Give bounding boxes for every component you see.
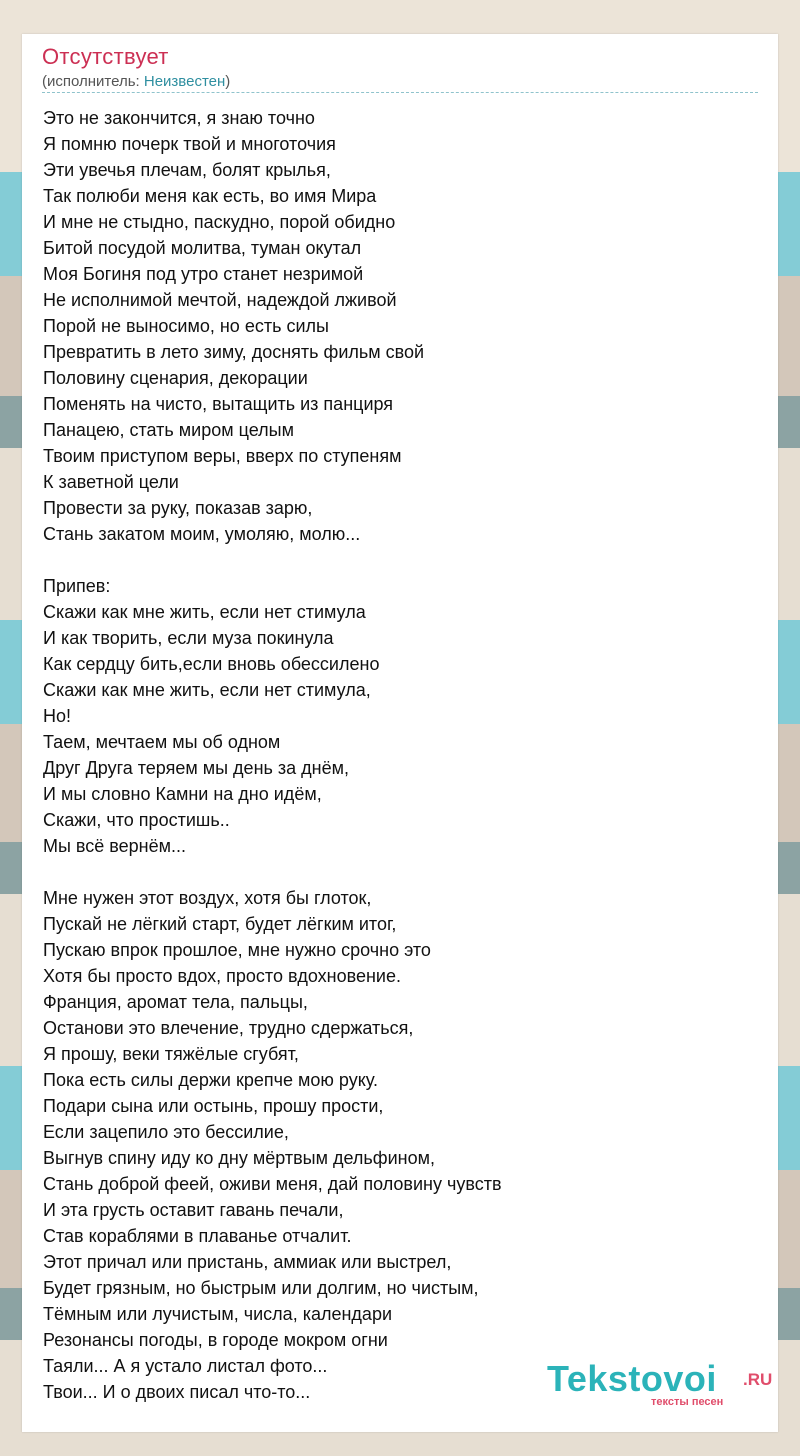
lyric-line: Будет грязным, но быстрым или долгим, но чистым, [43,1278,479,1298]
lyric-line: Стань закатом моим, умоляю, молю... [43,524,361,544]
lyric-line: Этот причал или пристань, аммиак или выстрел, [43,1252,452,1272]
lyric-line: И как творить, если муза покинула [43,628,334,648]
lyric-line: Не исполнимой мечтой, надеждой лживой [43,290,397,310]
song-title: Отсутствует [42,44,169,69]
lyric-line: Таем, мечтаем мы об одном [43,732,281,752]
lyric-line: Став кораблями в плаванье отчалит. [43,1226,352,1246]
lyric-line: Это не закончится, я знаю точно [43,108,315,128]
lyric-line: И мы словно Камни на дно идём, [43,784,322,804]
lyric-line [43,859,763,885]
lyric-line: Как сердцу бить,если вновь обессилено [43,654,380,674]
title-divider [42,92,758,93]
lyric-line: Хотя бы просто вдох, просто вдохновение. [43,966,401,986]
lyric-line: Так полюби меня как есть, во имя Мира [43,186,377,206]
lyric-line: И эта грусть оставит гавань печали, [43,1200,344,1220]
lyric-line: Резонансы погоды, в городе мокром огни [43,1330,388,1350]
lyric-line: Мне нужен этот воздух, хотя бы глоток, [43,888,372,908]
lyric-line: К заветной цели [43,472,179,492]
lyric-line: Друг Друга теряем мы день за днём, [43,758,349,778]
lyric-line: Я прошу, веки тяжёлые сгубят, [43,1044,299,1064]
lyrics-card [22,34,778,1432]
lyric-line: Франция, аромат тела, пальцы, [43,992,308,1012]
lyric-line: Твоим приступом веры, вверх по ступеням [43,446,402,466]
lyric-line: И мне не стыдно, паскудно, порой обидно [43,212,396,232]
lyric-line: Скажи, что простишь.. [43,810,230,830]
artist-link[interactable]: Неизвестен [143,73,226,90]
site-logo[interactable] [547,1356,777,1416]
logo-tagline: тексты песен [651,1396,724,1408]
lyric-line: Моя Богиня под утро станет незримой [43,264,364,284]
lyric-line: Мы всё вернём... [43,836,187,856]
logo-name: Tekstovoi [547,1358,717,1399]
lyric-line: Поменять на чисто, вытащить из панциря [43,394,394,414]
lyric-line: Провести за руку, показав зарю, [43,498,313,518]
lyric-line: Панацею, стать миром целым [43,420,294,440]
lyric-line: Но! [43,706,72,726]
lyric-line: Тёмным или лучистым, числа, календари [43,1304,393,1324]
lyric-line: Подари сына или остынь, прошу прости, [43,1096,384,1116]
lyric-line: Порой не выносимо, но есть силы [43,316,329,336]
logo-tld: .RU [743,1370,773,1389]
lyric-line: Останови это влечение, трудно сдержаться, [43,1018,414,1038]
song-meta [42,73,230,90]
lyric-line: Битой посудой молитва, туман окутал [43,238,362,258]
lyric-line: Припев: [43,576,111,596]
lyric-line: Пускаю впрок прошлое, мне нужно срочно это [43,940,431,960]
lyric-line: Если зацепило это бессилие, [43,1122,289,1142]
lyric-line: Я помню почерк твой и многоточия [43,134,336,154]
lyric-line: Стань доброй феей, оживи меня, дай половину чувств [43,1174,502,1194]
lyrics-text [43,105,763,1405]
lyric-line: Скажи как мне жить, если нет стимула, [43,680,371,700]
lyric-line [43,547,763,573]
lyric-line: Выгнув спину иду ко дну мёртвым дельфином, [43,1148,435,1168]
lyric-line: Скажи как мне жить, если нет стимула [43,602,366,622]
lyric-line: Твои... И о двоих писал что-то... [43,1382,311,1402]
lyric-line: Пока есть силы держи крепче мою руку. [43,1070,378,1090]
lyric-line: Половину сценария, декорации [43,368,308,388]
artist-suffix: ) [225,73,231,90]
lyric-line: Таяли... А я устало листал фото... [43,1356,328,1376]
artist-prefix: (исполнитель: [42,73,144,90]
lyric-line: Превратить в лето зиму, доснять фильм свой [43,342,425,362]
lyric-line: Пускай не лёгкий старт, будет лёгким итог, [43,914,397,934]
lyric-line: Эти увечья плечам, болят крылья, [43,160,331,180]
